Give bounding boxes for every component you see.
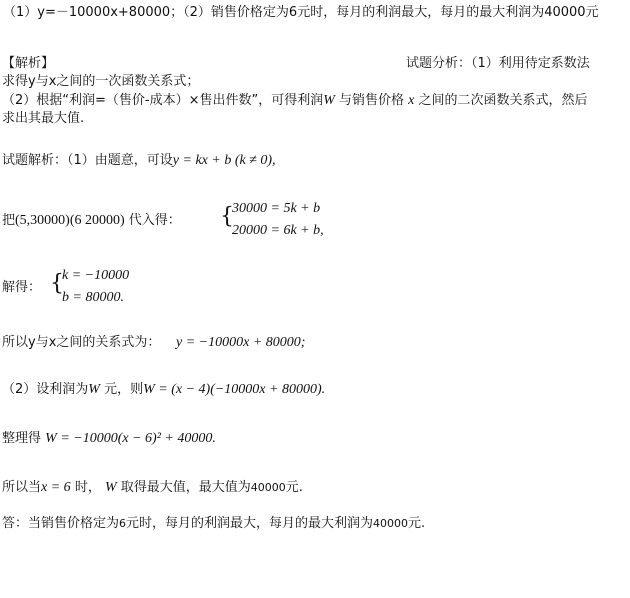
relation-formula-box (176, 334, 305, 352)
solution-intro-text: 试题解析：（1）由题意，可设 (2, 153, 173, 168)
analysis-heading-text: 【解析】 (2, 56, 55, 71)
analysis-heading (2, 55, 54, 73)
part2-unit: 元，则 (99, 382, 144, 397)
final-end: 元. (408, 516, 426, 531)
system-brace-1: { (220, 204, 234, 229)
part2-W: W (88, 382, 100, 397)
max-when-label: 所以当 (2, 480, 42, 495)
analysis-part2-text-b: 与销售价格 (334, 93, 409, 108)
substitution-suffix: 代入得： (124, 213, 181, 228)
solution-k: k = −10000 (62, 268, 130, 283)
solution-intro-formula: y = kx + b (k ≠ 0), (172, 153, 276, 168)
equation-1: 30000 = 5k + b (232, 201, 321, 216)
substitution-points: (5,30000)(6 20000) (15, 213, 125, 228)
solution-intro (2, 152, 276, 170)
analysis-part2-text-a: （2）根据“利润=（售价-成本）×售出件数”，可得利润 (2, 93, 324, 108)
max-line (2, 479, 303, 497)
final-label: 答：当销售价格定为 (2, 516, 120, 531)
relation-line (2, 334, 160, 352)
substitution-prefix: 把 (2, 213, 16, 228)
solve-label-text: 解得： (2, 280, 42, 295)
analysis-hint-text: 试题分析：（1）利用待定系数法 (406, 56, 590, 71)
simplify-formula: W = −10000(x − 6)² + 40000. (45, 431, 216, 446)
max-tail: 取得最大值，最大值为 (116, 480, 251, 495)
analysis-part2-text-c: 之间的二次函数关系式，然后 (414, 93, 588, 108)
solve-label (2, 279, 41, 297)
system-brace-2: { (50, 271, 64, 296)
analysis-hint-cont-text: 求得y与x之间的一次函数关系式； (2, 74, 200, 89)
equation-system (232, 200, 324, 240)
analysis-part2-x: x (408, 93, 415, 108)
equation-2: 20000 = 6k + b, (232, 223, 324, 238)
final-answer (2, 515, 425, 533)
analysis-part2-cont-text: 求出其最大值. (2, 111, 85, 126)
simplify-line (2, 430, 216, 448)
part2-label: （2）设利润为 (2, 382, 89, 397)
max-when-mid: 时， (70, 480, 101, 495)
analysis-hint (406, 55, 590, 73)
final-value: 40000 (373, 517, 409, 530)
analysis-part2 (2, 92, 588, 110)
answer-summary-text: （1）y=－10000x+80000；（2）销售价格定为6元时，每月的利润最大，每月的最大利润为40000元 (3, 5, 599, 20)
relation-formula: y = −10000x + 80000; (176, 335, 306, 350)
max-value: 40000 (250, 481, 286, 494)
max-x-value: x = 6 (41, 480, 71, 495)
simplify-label: 整理得 (2, 431, 42, 446)
analysis-part2-continued (2, 110, 84, 128)
max-W: W (104, 480, 117, 495)
relation-label: 所以y与x之间的关系式为： (2, 335, 161, 350)
analysis-part2-W: W (323, 93, 335, 108)
answer-summary (3, 4, 599, 22)
part2-formula: W = (x − 4)(−10000x + 80000). (143, 382, 326, 397)
solution-system (62, 267, 129, 307)
final-price: 6 (119, 517, 127, 530)
part2-line (2, 381, 325, 399)
substitution-line (2, 212, 181, 230)
max-end: 元. (285, 480, 303, 495)
solution-b: b = 80000. (62, 290, 124, 305)
analysis-hint-continued (2, 73, 199, 91)
final-mid: 元时，每月的利润最大，每月的最大利润为 (126, 516, 374, 531)
